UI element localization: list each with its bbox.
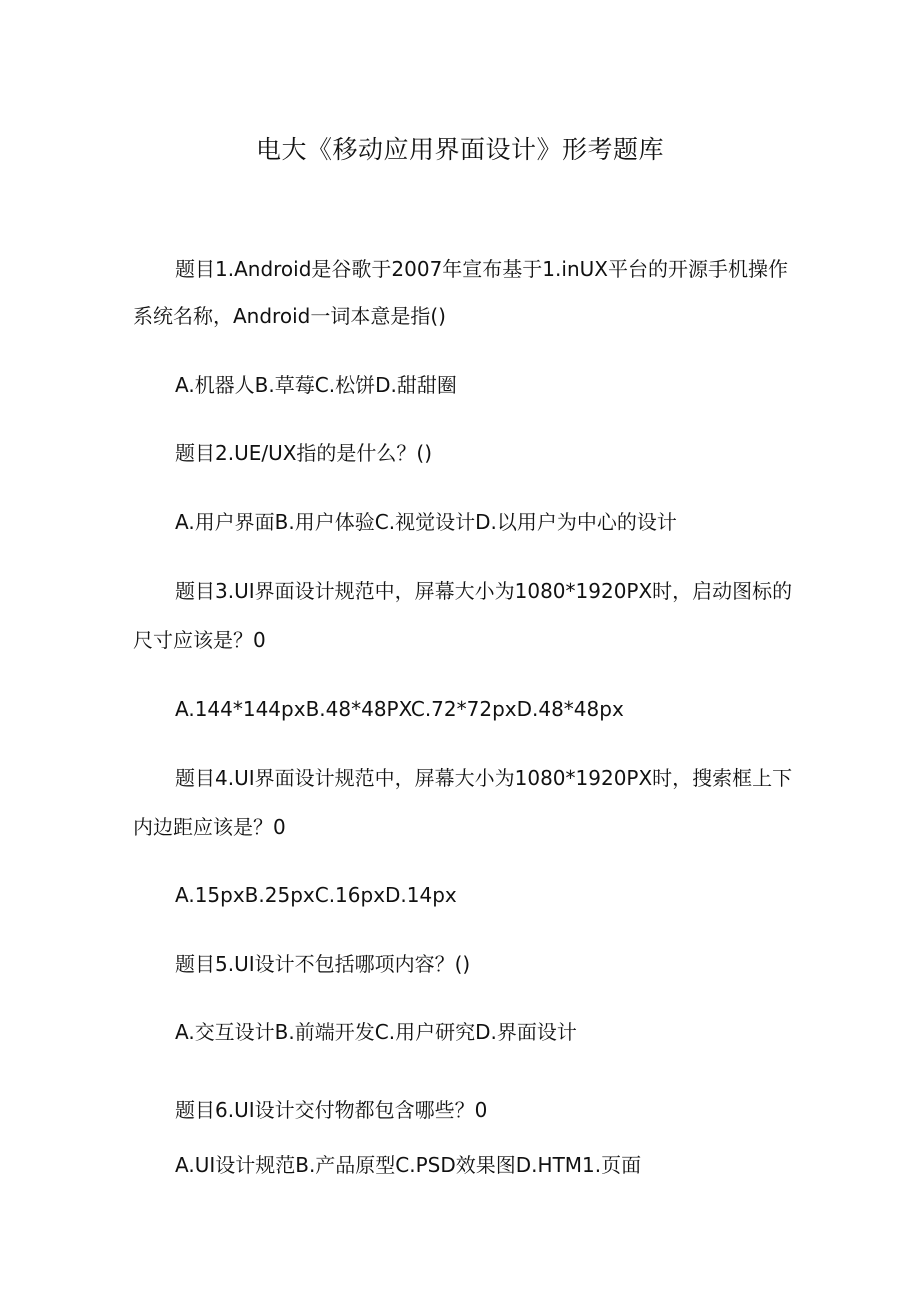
question-3-options: A.144*144pxB.48*48PXC.72*72pxD.48*48px <box>175 697 624 721</box>
question-5-text: 题目5.UI设计不包括哪项内容？() <box>175 952 471 976</box>
question-4-text: 题目4.UI界面设计规范中，屏幕大小为1080*1920PX时，搜索框上下 <box>175 766 793 790</box>
question-1-options: A.机器人B.草莓C.松饼D.甜甜圈 <box>175 373 457 397</box>
question-4-options: A.15pxB.25pxC.16pxD.14px <box>175 883 457 907</box>
question-2-options: A.用户界面B.用户体验C.视觉设计D.以用户为中心的设计 <box>175 510 677 534</box>
question-2-text: 题目2.UE/UX指的是什么？() <box>175 441 433 465</box>
question-6-text: 题目6.UI设计交付物都包含哪些？0 <box>175 1098 488 1122</box>
question-1-text-continued: 系统名称，Android一词本意是指() <box>133 304 446 328</box>
question-3-text: 题目3.UI界面设计规范中，屏幕大小为1080*1920PX时，启动图标的 <box>175 579 793 603</box>
question-5-options: A.交互设计B.前端开发C.用户研究D.界面设计 <box>175 1020 577 1044</box>
question-4-text-continued: 内边距应该是？0 <box>133 815 286 839</box>
document-title: 电大《移动应用界面设计》形考题库 <box>255 134 664 164</box>
question-3-text-continued: 尺寸应该是？0 <box>133 628 266 652</box>
question-1-text: 题目1.Android是谷歌于2007年宣布基于1.inUX平台的开源手机操作 <box>175 257 788 281</box>
question-6-options: A.UI设计规范B.产品原型C.PSD效果图D.HTM1.页面 <box>175 1153 642 1177</box>
